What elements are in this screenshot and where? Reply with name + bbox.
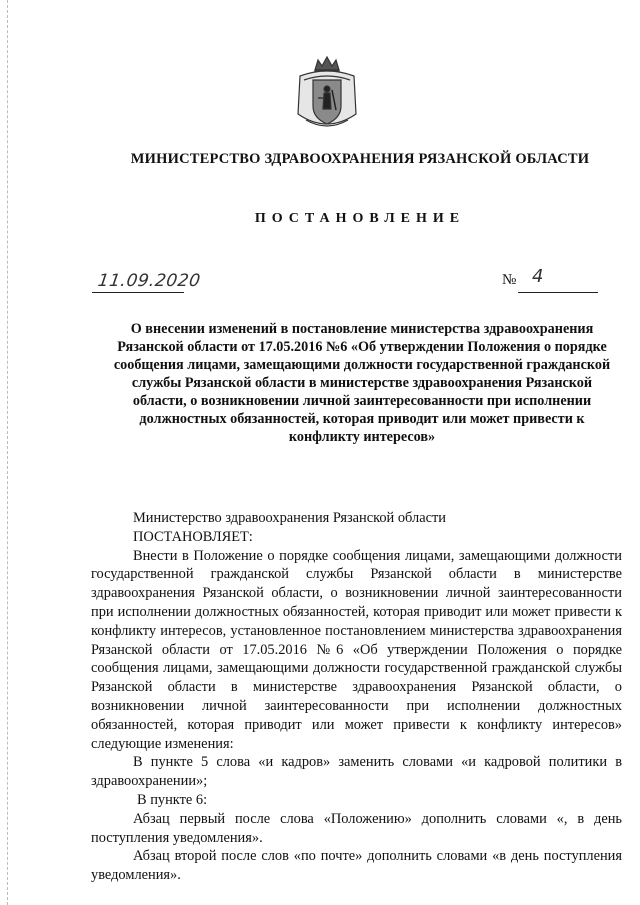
document-type: ПОСТАНОВЛЕНИЕ [254, 211, 466, 226]
ryazan-coat-of-arms-icon [294, 54, 360, 136]
document-number: 4 [532, 266, 544, 287]
body-paragraph: В пункте 6: [137, 791, 208, 808]
scan-fold-line [7, 0, 8, 905]
preamble: Министерство здравоохранения Рязанской области [133, 510, 446, 526]
body-paragraph: Внести в Положение о порядке сообщения лицами, замещающими должности государственной гражданской службы Рязанской области в министерстве здравоохранения Рязанской области, о возникновении личной заинтересованности при исполнении должностных обязанностей, которая приводит или может привести к конфликту интересов, установленное постановлением министерства здравоохранения Рязанской области от 17.05.2016 №6 «Об утверждении Положения о порядке сообщения лицами, замещающими должности государственной гражданской службы Рязанской области в министерстве здравоохранения Рязанской области, о возникновении личной заинтересованности при исполнении должностных обязанностей, которая приводит или может привести к конфликту интересов» следующие изменения: [91, 547, 622, 752]
document-date: 11.09.2020 [96, 271, 202, 291]
number-underline [518, 292, 598, 293]
body-paragraph: В пункте 5 слова «и кадров» заменить словами «и кадровой политики в здравоохранении»; [91, 754, 622, 790]
body-paragraph: Абзац второй после слов «по почте» дополнить словами «в день поступления уведомления». [91, 848, 622, 884]
resolves-word: ПОСТАНОВЛЯЕТ: [133, 528, 253, 545]
body-paragraph: Абзац первый после слова «Положению» дополнить словами «, в день поступления уведомления». [91, 810, 622, 846]
date-underline [92, 292, 184, 293]
document-body [91, 509, 622, 885]
number-label: № [502, 272, 517, 288]
ministry-title: МИНИСТЕРСТВО ЗДРАВООХРАНЕНИЯ РЯЗАНСКОЙ ОБЛАСТИ [130, 151, 590, 167]
document-heading: О внесении изменений в постановление министерства здравоохранения Рязанской области от 17.05.2016 №6 «Об утверждении Положения о порядке сообщения лицами, замещающими должности государственной гражданской службы Рязанской области в министерстве здравоохранения Рязанской области, о возникновении личной заинтересованности при исполнении должностных обязанностей, которая приводит или может привести к конфликту интересов» [113, 321, 611, 445]
